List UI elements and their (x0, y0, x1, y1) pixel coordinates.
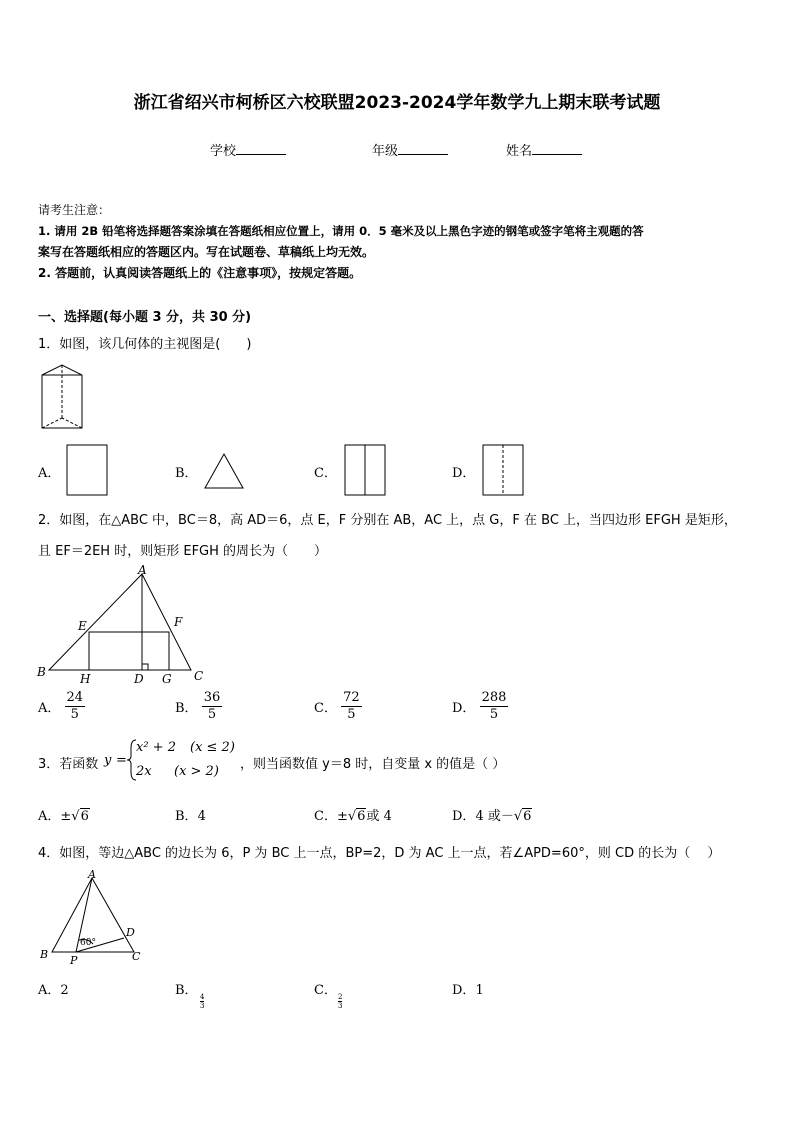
q2-option-a-label: A． (38, 701, 61, 716)
q2-option-a-fraction (65, 690, 86, 723)
q4-option-d-label: D． (452, 983, 476, 998)
numerator: 2 (338, 993, 343, 1001)
q2-label-b: B (37, 665, 46, 679)
q4-option-d[interactable] (452, 979, 484, 998)
q4-option-b-label: B． (175, 983, 198, 998)
q3-option-c-post: 或 4 (366, 809, 392, 824)
q1-option-c-figure[interactable] (342, 443, 388, 498)
q2-option-b-label: B． (175, 701, 198, 716)
denominator: 5 (489, 707, 499, 722)
q1-option-b-label[interactable]: B． (175, 466, 198, 481)
q3-y: y (104, 753, 112, 768)
q3-option-a-pre: ± (60, 809, 72, 824)
q2-label-e: E (78, 619, 87, 633)
q2-stem-line2: 且 EF＝2EH 时，则矩形 EFGH 的周长为（ ） (38, 544, 328, 559)
q2-option-c-label: C． (314, 701, 337, 716)
grade-field (372, 140, 448, 159)
q3-case2-expr: 2x (136, 764, 152, 779)
q3-option-d-radicand: 6 (523, 809, 532, 824)
q3-option-d[interactable]: D．4 或－√6 (452, 809, 532, 824)
section-heading: 一、选择题(每小题 3 分，共 30 分) (38, 310, 252, 325)
numerator: 72 (343, 690, 360, 705)
q2-option-b-fraction (202, 690, 223, 723)
q1-option-a-figure[interactable] (64, 443, 110, 498)
q1-option-a-label[interactable]: A． (38, 466, 61, 481)
q4-label-c: C (132, 950, 141, 963)
q1-stem: 1．如图，该几何体的主视图是( ) (38, 337, 252, 352)
name-field (506, 140, 582, 159)
q4-label-p: P (70, 954, 78, 966)
grade-blank (398, 142, 448, 155)
q4-option-c[interactable] (314, 979, 337, 998)
denominator: 5 (347, 707, 356, 722)
q4-option-a[interactable] (38, 979, 69, 998)
numerator: 36 (203, 690, 221, 705)
numerator: 288 (481, 690, 507, 705)
q4-angle-label: 60° (80, 938, 96, 948)
denominator: 3 (200, 1002, 205, 1010)
q3-option-c-pre: ± (336, 809, 348, 824)
q2-option-d-label: D． (452, 701, 476, 716)
q4-option-c-fraction (338, 993, 342, 1010)
q3-case2-cond: (x > 2) (174, 764, 219, 779)
school-blank (236, 142, 286, 155)
q1-option-c-label[interactable]: C． (314, 466, 337, 481)
q3-option-b-label: B． (175, 809, 198, 824)
q2-option-c-fraction (341, 690, 362, 723)
notice-line1b: 案写在答题纸相应的答题区内。写在试题卷、草稿纸上均无效。 (38, 245, 375, 259)
q2-option-a[interactable] (38, 690, 85, 723)
q3-option-c-radicand: 6 (357, 809, 366, 824)
q2-option-b[interactable] (175, 690, 222, 723)
q2-option-c[interactable] (314, 690, 362, 723)
q3-option-a-label: A． (38, 809, 61, 824)
q3-option-d-label: D． (452, 809, 476, 824)
q2-option-d[interactable] (452, 690, 508, 723)
q2-label-a: A (138, 563, 147, 577)
q4-triangle-figure (36, 868, 156, 966)
q4-option-a-label: A． (38, 983, 61, 998)
q1-option-b-figure[interactable] (202, 451, 246, 491)
q4-label-d: D (126, 926, 135, 939)
denominator: 5 (207, 707, 217, 722)
school-label: 学校 (210, 144, 237, 159)
q1-option-d-figure[interactable] (480, 443, 526, 498)
name-label: 姓名 (506, 144, 533, 159)
q4-option-c-label: C． (314, 983, 337, 998)
q3-option-d-pre: 4 或－ (475, 809, 514, 824)
q3-prefix: 3．若函数 (38, 757, 99, 772)
q2-option-d-fraction (480, 690, 509, 723)
denominator: 5 (70, 707, 79, 722)
notice-heading: 请考生注意： (38, 203, 111, 217)
notice-line1a: 1. 请用 2B 铅笔将选择题答案涂填在答题纸相应位置上，请用 0．5 毫米及以上黑色字迹的钢笔或签字笔将主观题的答 (38, 224, 644, 238)
notice-line2: 2. 答题前，认真阅读答题纸上的《注意事项》，按规定答题。 (38, 266, 362, 280)
q1-option-d-label[interactable]: D． (452, 466, 476, 481)
numerator: 24 (66, 690, 84, 705)
q3-case1-expr: x² + 2 (136, 740, 176, 755)
q1-prism-figure (38, 362, 88, 432)
q2-stem-line1: 2．如图，在△ABC 中，BC＝8，高 AD＝6，点 E，F 分别在 AB，AC 上，点 G，F 在 BC 上，当四边形 EFGH 是矩形， (38, 513, 737, 528)
q3-case1-cond: (x ≤ 2) (190, 740, 235, 755)
page-title: 浙江省绍兴市柯桥区六校联盟2023-2024学年数学九上期末联考试题 (133, 93, 661, 113)
q4-label-a: A (88, 868, 96, 881)
q3-option-a[interactable]: A．±√6 (38, 809, 89, 824)
q2-triangle-figure (34, 562, 214, 688)
school-field (210, 140, 286, 159)
q4-option-b[interactable] (175, 979, 198, 998)
q3-option-a-radicand: 6 (80, 809, 89, 824)
numerator: 4 (200, 993, 205, 1001)
name-blank (532, 142, 582, 155)
q3-option-b[interactable] (175, 805, 206, 824)
q4-option-d-value: 1 (475, 983, 484, 998)
q2-label-g: G (162, 672, 172, 686)
grade-label: 年级 (372, 144, 399, 159)
q2-label-f: F (174, 615, 183, 629)
q3-option-b-value: 4 (197, 809, 206, 824)
q3-equals: = (116, 753, 127, 768)
q4-option-b-fraction (200, 993, 204, 1010)
q3-option-c-label: C． (314, 809, 337, 824)
q3-option-c[interactable]: C．±√6或 4 (314, 809, 392, 824)
q4-option-a-value: 2 (60, 983, 69, 998)
q3-suffix: ，则当函数值 y＝8 时，自变量 x 的值是（ ） (240, 757, 506, 772)
q2-label-c: C (194, 669, 204, 683)
denominator: 3 (338, 1002, 343, 1010)
q2-label-h: H (80, 672, 91, 686)
q2-label-d: D (134, 672, 144, 686)
q4-label-b: B (40, 948, 49, 961)
q4-stem: 4．如图，等边△ABC 的边长为 6，P 为 BC 上一点，BP=2，D 为 AC 上一点，若∠APD=60°，则 CD 的长为（ ） (38, 846, 721, 861)
